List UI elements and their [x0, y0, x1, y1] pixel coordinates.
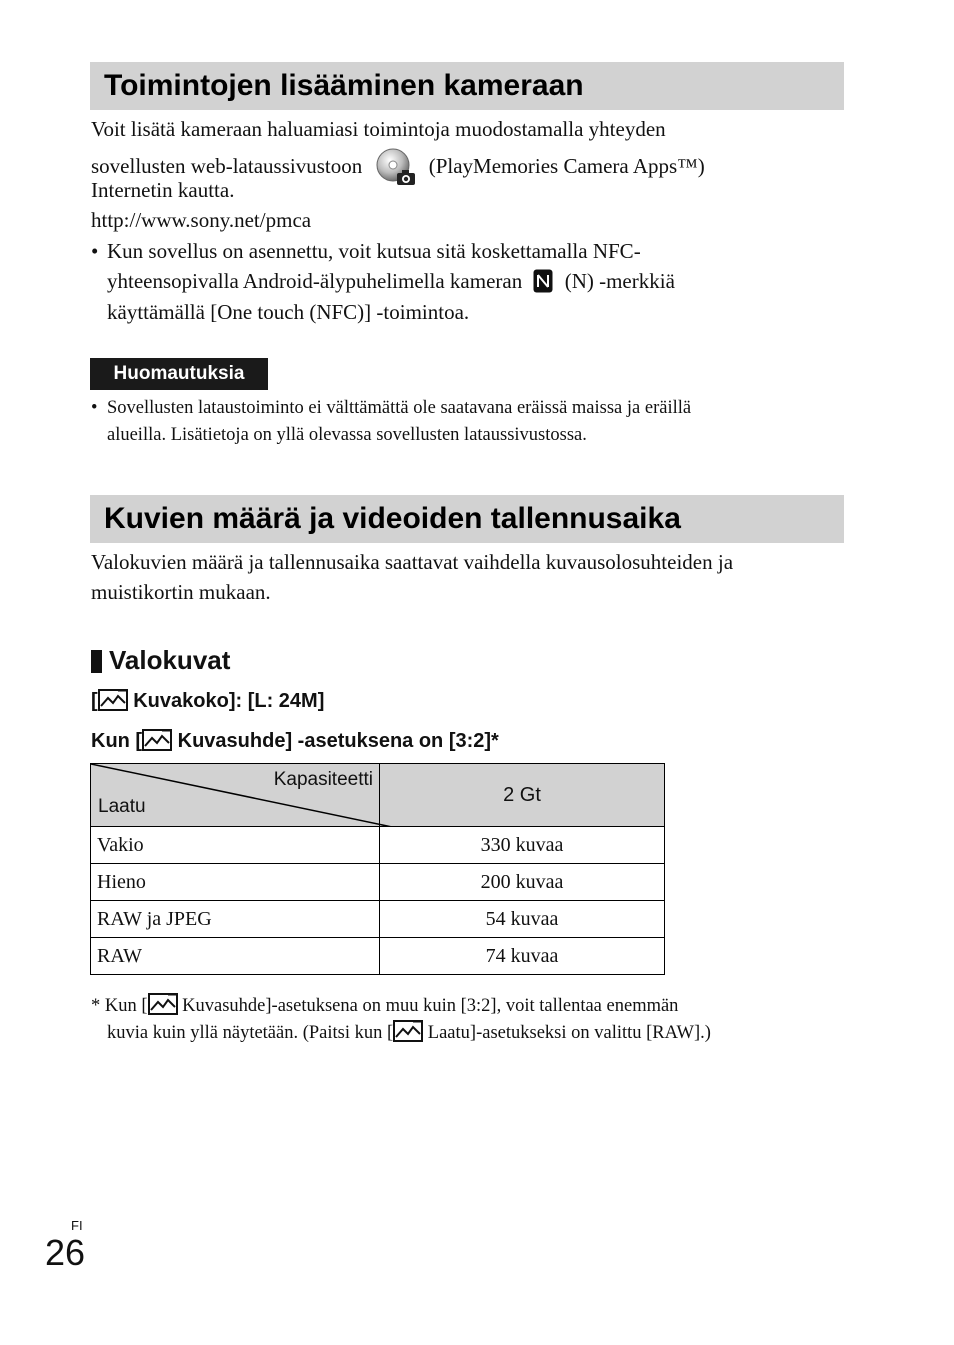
notes-label: Huomautuksia: [90, 358, 268, 390]
setting-text: [: [91, 690, 98, 712]
table-row: [91, 901, 665, 938]
setting-image-size: [91, 689, 324, 717]
section-title-add-functions: Toimintojen lisääminen kameraan: [90, 62, 844, 110]
paragraph-line: Valokuvien määrä ja tallennusaika saattavat vaihdella kuvausolosuhteiden ja: [91, 550, 734, 574]
header-2gb: 2 Gt: [380, 764, 665, 827]
subsection-title: Valokuvat: [109, 645, 231, 675]
note-text: alueilla. Lisätietoja on yllä olevassa sovellusten lataussivustossa.: [107, 425, 587, 445]
quality-cell: RAW: [91, 938, 380, 975]
bullet-marker: •: [91, 398, 98, 418]
url-text: http://www.sony.net/pmca: [91, 208, 312, 232]
footnote-text: * Kun [: [91, 996, 148, 1016]
setting-text: Kuvakoko]: [L: 24M]: [127, 690, 325, 712]
nfc-n-mark-icon: [533, 269, 553, 293]
page-number: 26: [45, 1232, 86, 1273]
footnote-text: Kuvasuhde]-asetuksena on muu kuin [3:2], voit tallentaa enemmän: [177, 996, 679, 1016]
count-cell: 200 kuvaa: [380, 864, 665, 901]
setting-aspect-ratio: [91, 729, 499, 757]
table-row: [91, 864, 665, 901]
table-row: [91, 827, 665, 864]
bullet-text: Kun sovellus on asennettu, voit kutsua sitä koskettamalla NFC-: [107, 239, 641, 263]
bullet-text: käyttämällä [One touch (NFC)] -toimintoa.: [107, 300, 470, 324]
still-image-icon: [393, 1020, 423, 1048]
footnote-text: Laatu]-asetukseksi on valittu [RAW].): [423, 1023, 711, 1043]
still-image-icon: [142, 729, 172, 757]
subsection-marker: [91, 650, 102, 673]
bullet-text: [107, 269, 675, 294]
bullet-marker: •: [91, 239, 99, 263]
header-quality-label: Laatu: [98, 796, 146, 817]
bullet-text-part: yhteensopivalla Android-älypuhelimella kameran: [107, 269, 523, 293]
still-image-icon: [148, 993, 178, 1021]
footnote-line: [91, 993, 678, 1021]
footnote-line: [107, 1020, 711, 1048]
capacity-table: [90, 763, 665, 975]
paragraph-text: sovellusten web-lataussivustoon: [91, 154, 363, 178]
paragraph-line: Voit lisätä kameraan haluamiasi toimintoja muodostamalla yhteyden: [91, 117, 666, 141]
paragraph-line: Internetin kautta.: [91, 178, 235, 202]
footnote-text: kuvia kuin yllä näytetään. (Paitsi kun [: [107, 1023, 394, 1043]
playmemories-apps-icon: [373, 147, 417, 187]
header-diagonal-cell: [91, 764, 380, 827]
section-title-image-count: Kuvien määrä ja videoiden tallennusaika: [90, 495, 844, 543]
quality-cell: RAW ja JPEG: [91, 901, 380, 938]
quality-cell: Hieno: [91, 864, 380, 901]
quality-cell: Vakio: [91, 827, 380, 864]
bullet-text-part: (N) -merkkiä: [564, 269, 675, 293]
setting-text: Kun [: [91, 730, 143, 752]
language-code: FI: [71, 1218, 83, 1233]
count-cell: 74 kuvaa: [380, 938, 665, 975]
count-cell: 54 kuvaa: [380, 901, 665, 938]
header-capacity-label: Kapasiteetti: [273, 769, 373, 790]
setting-text: Kuvasuhde] -asetuksena on [3:2]*: [172, 730, 499, 752]
count-cell: 330 kuvaa: [380, 827, 665, 864]
paragraph-line: muistikortin mukaan.: [91, 580, 271, 604]
note-text: Sovellusten lataustoiminto ei välttämättä ole saatavana eräissä maissa ja eräillä: [107, 398, 692, 418]
still-image-icon: [98, 689, 128, 717]
paragraph-text: (PlayMemories Camera Apps™): [428, 154, 705, 178]
table-header-row: [91, 764, 665, 827]
table-row: [91, 938, 665, 975]
